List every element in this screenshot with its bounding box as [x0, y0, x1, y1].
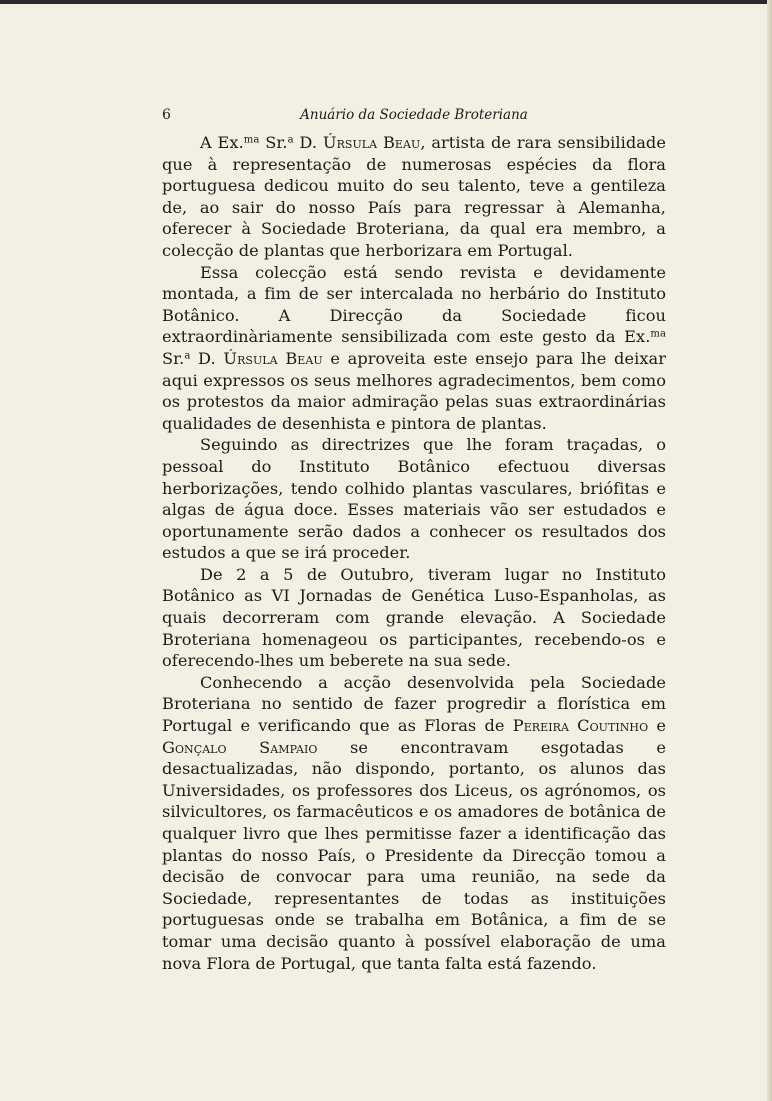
- paragraph-5-text-a: Conhecendo a acção desenvolvida pela Sociedade Broteriana no sentido de fazer progredir a florística em Portugal e verificando que as Floras de: [162, 672, 666, 736]
- document-page: [162, 104, 666, 974]
- paragraph-2-text-c: D.: [190, 348, 224, 368]
- running-head: [162, 104, 666, 128]
- superscript-ma: ma: [243, 134, 260, 146]
- paragraph-1-text-b: Sr.: [259, 133, 288, 152]
- paragraph-2-text-b: Sr.: [162, 348, 185, 368]
- page-number: 6: [162, 107, 171, 123]
- superscript-ma: ma: [650, 328, 666, 340]
- paragraph-1: [162, 132, 666, 262]
- superscript-a: a: [287, 134, 294, 146]
- paragraph-1-text-c: D.: [293, 133, 323, 152]
- paragraph-3: Seguindo as directrizes que lhe foram traçadas, o pessoal do Instituto Botânico efectuou diversas herborizações, tendo colhido plantas vasculares, briófitas e algas de água doce. Esses materiais vão ser estudados e oportunamente serão dados a conhecer os resultados dos estudos a que se irá proceder.: [162, 435, 666, 563]
- scan-page-edge: [767, 0, 772, 1101]
- person-name: Úrsula Beau: [223, 348, 323, 368]
- superscript-a: a: [184, 350, 191, 362]
- paragraph-5: [162, 672, 666, 974]
- paragraph-4: De 2 a 5 de Outubro, tiveram lugar no Instituto Botânico as VI Jornadas de Genética Luso-Espanholas, as quais decorreram com grande elevação. A Sociedade Broteriana homenageou os participantes, recebendo-os e oferecendo-lhes um beberete na sua sede.: [162, 564, 666, 671]
- paragraph-2-text-d: e aproveita este ensejo para lhe deixar aqui expressos os seus melhores agradecimentos, bem como os protestos da maior admiração pelas suas extraordinárias qualidades de desenhista e pintora de plantas.: [162, 348, 666, 433]
- paragraph-1-text-a: A Ex.: [200, 133, 244, 152]
- body-text: [162, 132, 666, 974]
- scan-top-border: [0, 0, 772, 4]
- paragraph-1-text-d: , artista de rara sensibilidade que à representação de numerosas espécies da flora portuguesa dedicou muito do seu talento, teve a gentileza de, ao sair do nosso País para regressar à Alemanha, oferecer à Sociedade Broteriana, da qual era membro, a colecção de plantas que herborizara em Portugal.: [162, 133, 666, 260]
- journal-title: Anuário da Sociedade Broteriana: [300, 107, 528, 123]
- paragraph-5-text-b: e: [648, 716, 667, 736]
- person-name: Pereira Coutinho: [512, 716, 649, 736]
- paragraph-2-text-a: Essa colecção está sendo revista e devidamente montada, a fim de ser intercalada no herbário do Instituto Botânico. A Direcção da Sociedade ficou extraordinàriamente sensibilizada com este gesto da Ex.: [162, 262, 666, 347]
- paragraph-5-text-c: se encontravam esgotadas e desactualizadas, não dispondo, portanto, os alunos das Universidades, os professores dos Liceus, os agrónomos, os silvicultores, os farmacêuticos e os amadores de botânica de qualquer livro que lhes permitisse fazer a identificação das plantas do nosso País, o Presidente da Direcção tomou a decisão de convocar para uma reunião, na sede da Sociedade, representantes de todas as instituições portuguesas onde se trabalha em Botânica, a fim de se tomar uma decisão quanto à possível elaboração de uma nova Flora de Portugal, que tanta falta está fazendo.: [162, 737, 667, 973]
- person-name: Úrsula Beau: [322, 133, 421, 152]
- paragraph-2: [162, 262, 666, 435]
- person-name: Gonçalo Sampaio: [162, 737, 318, 757]
